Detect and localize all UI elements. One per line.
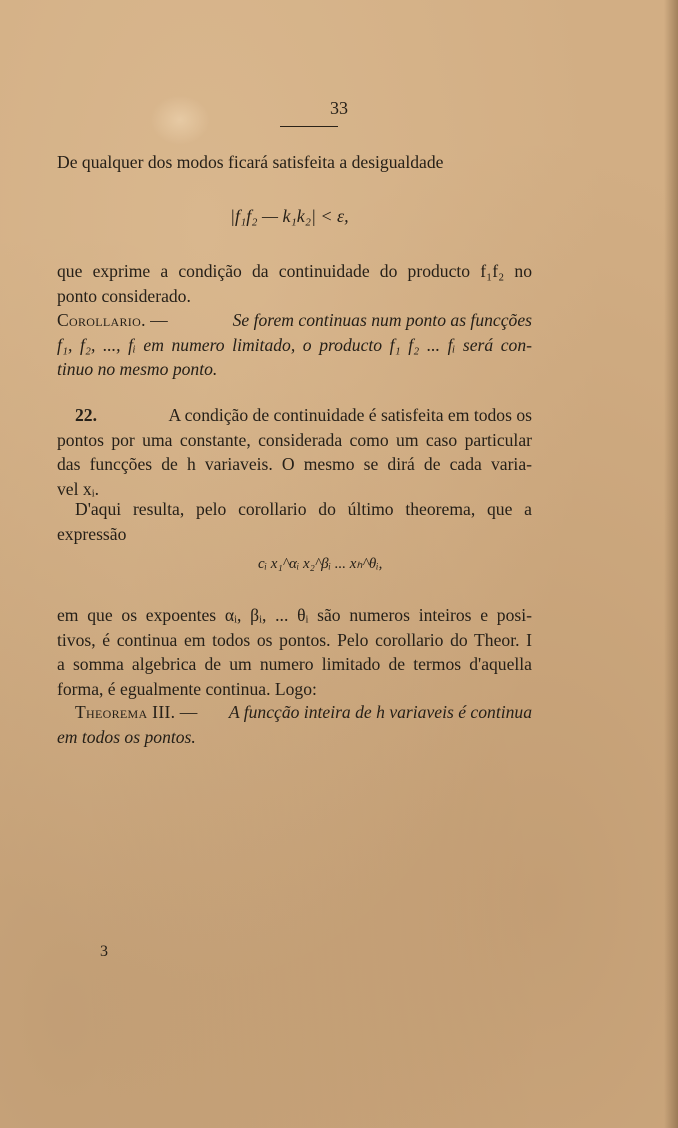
text-line: expressão [57,523,127,544]
section-number: 22. [75,405,97,425]
corollary-label: Corollario. [57,310,146,330]
paragraph-continuity-product [57,259,532,308]
formula-monomial: cᵢ x₁^αᵢ x₂^βᵢ ... xₕ^θᵢ, [258,556,383,572]
text-line: D'aqui resulta, pelo corollario do último theorema, que a [75,499,532,519]
header-rule [280,126,338,127]
paragraph-exponents [57,603,532,701]
section-text: A condição de continuidade é satisfeita em todos os [168,405,532,425]
theorem-first-line [57,700,532,725]
page-edge-shadow [664,0,678,1128]
page-number: 33 [330,98,348,118]
text-line: forma, é egualmente continua. Logo: [57,678,317,699]
theorem-text: em todos os pontos. [57,726,196,747]
section-22-first-line [57,403,532,428]
text-line: tivos, é continua em todos os pontos. Pelo corollario do Theor. I [57,629,532,650]
theorem-paragraph [57,700,532,749]
signature-mark: 3 [100,943,108,960]
corollary-dash: — [145,310,168,330]
corollary-first-line [57,308,532,333]
section-22 [57,403,532,501]
formula-inequality: |f₁f₂ — k₁k₂| < ε, [230,206,349,226]
corollary-text: tinuo no mesmo ponto. [57,359,218,379]
section-text: das funcções de h variaveis. O mesmo se dirá de cada varia- [57,454,532,474]
corollary-text: f₁, f₂, ..., fᵢ em numero limitado, o producto f₁ f₂ ... fᵢ será con- [57,334,532,355]
text-line: ponto considerado. [57,285,191,306]
intro-paragraph [57,150,532,175]
corollary-paragraph [57,308,532,382]
text-line: a somma algebrica de um numero limitado de termos d'aquella [57,654,532,674]
theorem-label: Theorema III. [75,702,176,722]
text-line: que exprime a condição da continuidade do producto f₁f₂ no [57,261,532,281]
text-line: em que os expoentes αᵢ, βᵢ, ... θᵢ são numeros inteiros e posi- [57,605,532,625]
theorem-dash: — [175,702,198,722]
intro-line: De qualquer dos modos ficará satisfeita a desigualdade [57,152,444,172]
theorem-text: A funcção inteira de h variaveis é continua [228,702,532,722]
section-text: pontos por uma constante, considerada como um caso particular [57,429,532,450]
corollary-text: Se forem continuas num ponto as funcções [232,310,532,330]
section-text: vel xᵢ. [57,478,99,499]
paragraph-daqui [57,497,532,546]
